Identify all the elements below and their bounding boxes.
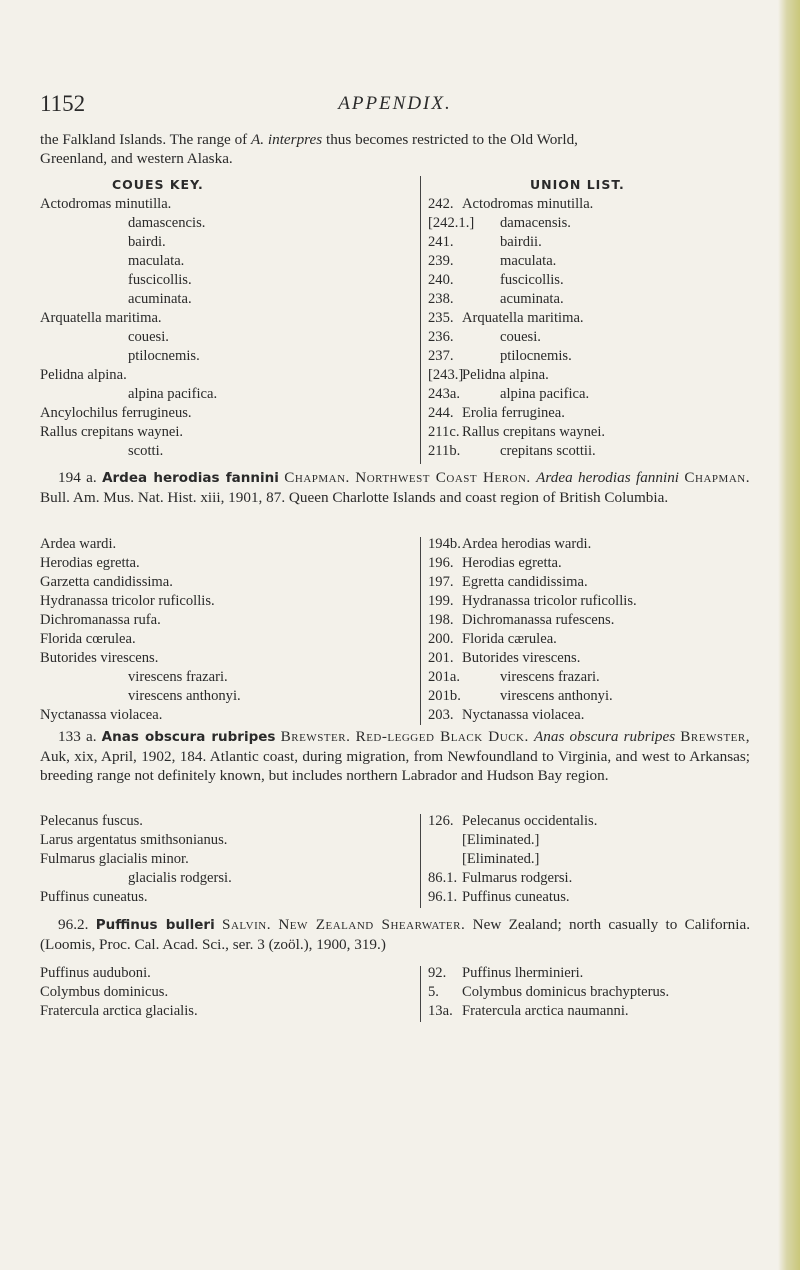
list-item (428, 366, 750, 385)
list-item (40, 347, 410, 366)
list-item (40, 869, 410, 888)
list-item (40, 687, 410, 706)
entry-number: 96.2. (58, 916, 89, 933)
list-name: Butorides virescens. (40, 650, 159, 666)
list-item (428, 328, 750, 347)
list-item (428, 687, 750, 706)
seabirds-table (40, 812, 750, 910)
list-item (40, 592, 410, 611)
entry-common-name: Northwest Coast Heron. (355, 469, 531, 486)
list-item (40, 271, 410, 290)
entry-ardea-herodias-fannini (40, 468, 750, 507)
list-name: couesi. (500, 329, 541, 345)
list-item (428, 592, 750, 611)
list-number: 199. (428, 593, 454, 609)
list-number: 5. (428, 984, 439, 1000)
list-item (40, 233, 410, 252)
union-list-heading: UNION LIST. (530, 177, 625, 192)
intro-text: the Falkland Islands. The range of (40, 131, 252, 148)
entry-name: Puffinus bulleri (95, 917, 215, 933)
list-item (428, 649, 750, 668)
list-number: 126. (428, 813, 454, 829)
list-item (428, 812, 750, 831)
list-item (40, 630, 410, 649)
list-number: 203. (428, 707, 454, 723)
list-name: fuscicollis. (500, 272, 564, 288)
list-item (40, 983, 410, 1002)
list-item (40, 668, 410, 687)
entry-number: 194 a. (58, 469, 97, 486)
list-number: 201. (428, 650, 454, 666)
list-item (40, 252, 410, 271)
list-name: [Eliminated.] (462, 851, 540, 867)
list-item (40, 554, 410, 573)
coues-column (40, 812, 410, 907)
list-name: glacialis rodgersi. (128, 870, 232, 886)
coues-column (40, 535, 410, 725)
list-name: Rallus crepitans waynei. (462, 424, 606, 440)
list-name: scotti. (128, 443, 164, 459)
list-number: 237. (428, 348, 454, 364)
list-item (428, 535, 750, 554)
list-name: acuminata. (500, 291, 564, 307)
list-item (40, 214, 410, 233)
entry-puffinus-bulleri (40, 915, 750, 954)
list-name: Fulmarus glacialis minor. (40, 851, 189, 867)
entry-name: Ardea herodias fannini (102, 470, 279, 486)
list-name: Fratercula arctica glacialis. (40, 1003, 198, 1019)
list-name: bairdi. (128, 234, 166, 250)
list-name: Arquatella maritima. (40, 310, 162, 326)
list-name: ptilocnemis. (128, 348, 200, 364)
list-name: Colymbus dominicus. (40, 984, 169, 1000)
list-name: Dichromanassa rufescens. (462, 612, 615, 628)
list-name: Fulmarus rodgersi. (462, 870, 573, 886)
column-divider (420, 966, 421, 1022)
entry-name: Anas obscura rubripes (101, 729, 276, 745)
list-item (40, 706, 410, 725)
list-name: Dichromanassa rufa. (40, 612, 161, 628)
list-number: 244. (428, 405, 454, 421)
list-item (40, 573, 410, 592)
entry-citation-author: Brewster, (680, 728, 751, 745)
union-column (428, 964, 750, 1021)
list-number: [242.1.] (428, 215, 475, 231)
list-number: 201a. (428, 669, 461, 685)
page-edge-stain (778, 0, 800, 1270)
list-item (428, 983, 750, 1002)
list-name: Nyctanassa violacea. (40, 707, 163, 723)
list-item (428, 385, 750, 404)
entry-anas-obscura-rubripes (40, 727, 750, 785)
list-name: maculata. (128, 253, 185, 269)
list-name: crepitans scottii. (500, 443, 596, 459)
list-name: Pelecanus fuscus. (40, 813, 143, 829)
list-number: 235. (428, 310, 454, 326)
list-item (428, 668, 750, 687)
list-name: Ardea wardi. (40, 536, 117, 552)
column-divider (420, 814, 421, 908)
list-number: 239. (428, 253, 454, 269)
list-name: Florida cœrulea. (40, 631, 136, 647)
list-name: acuminata. (128, 291, 192, 307)
list-number: 211c. (428, 424, 460, 440)
list-item (40, 649, 410, 668)
list-item (40, 385, 410, 404)
list-item (40, 535, 410, 554)
column-divider (420, 176, 421, 464)
list-item (428, 831, 750, 850)
list-number: 211b. (428, 443, 461, 459)
list-item (40, 964, 410, 983)
list-number: 194b. (428, 536, 461, 552)
list-name: Hydranassa tricolor ruficollis. (40, 593, 215, 609)
list-name: Puffinus cuneatus. (40, 889, 148, 905)
list-name: fuscicollis. (128, 272, 192, 288)
list-name: Pelidna alpina. (462, 367, 549, 383)
list-item (40, 850, 410, 869)
list-name: Garzetta candidissima. (40, 574, 173, 590)
list-item (428, 1002, 750, 1021)
list-name: Erolia ferruginea. (462, 405, 565, 421)
puffins-table (40, 964, 750, 1024)
list-number: 92. (428, 965, 447, 981)
entry-author: Salvin. (222, 916, 271, 933)
list-number: 243a. (428, 386, 461, 402)
list-item (40, 1002, 410, 1021)
list-name: bairdii. (500, 234, 542, 250)
list-item (428, 233, 750, 252)
entry-common-name: Red-legged Black Duck. (355, 728, 529, 745)
union-list-column (428, 174, 750, 461)
list-item (428, 869, 750, 888)
entry-italic-name: Ardea herodias fannini (536, 469, 680, 486)
list-name: Pelecanus occidentalis. (462, 813, 598, 829)
list-number: 240. (428, 272, 454, 288)
list-item (428, 442, 750, 461)
list-name: Larus argentatus smithsonianus. (40, 832, 228, 848)
list-item (428, 309, 750, 328)
entry-author: Chapman. (284, 469, 350, 486)
list-name: Butorides virescens. (462, 650, 581, 666)
list-name: Hydranassa tricolor ruficollis. (462, 593, 637, 609)
union-column (428, 535, 750, 725)
list-name: Ancylochilus ferrugineus. (40, 405, 192, 421)
list-item (428, 630, 750, 649)
list-name: Arquatella maritima. (462, 310, 584, 326)
list-item (428, 706, 750, 725)
list-number: 96.1. (428, 889, 458, 905)
list-item (428, 888, 750, 907)
coues-union-table (40, 174, 750, 466)
intro-paragraph (40, 130, 750, 168)
list-item (428, 195, 750, 214)
list-number: 241. (428, 234, 454, 250)
list-name: [Eliminated.] (462, 832, 540, 848)
list-name: alpina pacifica. (128, 386, 218, 402)
list-name: alpina pacifica. (500, 386, 590, 402)
page-header (40, 91, 750, 119)
entry-common-name: New Zealand Shearwater. (278, 916, 466, 933)
running-head: APPENDIX. (338, 93, 452, 114)
list-item (40, 611, 410, 630)
list-number: 196. (428, 555, 454, 571)
coues-key-column (40, 174, 410, 461)
list-name: damacensis. (500, 215, 571, 231)
list-item (40, 423, 410, 442)
list-item (40, 888, 410, 907)
list-item (428, 423, 750, 442)
list-name: Fratercula arctica naumanni. (462, 1003, 629, 1019)
list-item (428, 252, 750, 271)
union-column (428, 812, 750, 907)
entry-italic-name: Anas obscura rubripes (533, 728, 676, 745)
list-item (428, 271, 750, 290)
list-number: 201b. (428, 688, 461, 704)
list-item (40, 812, 410, 831)
list-number: 242. (428, 196, 454, 212)
list-name: Actodromas minutilla. (40, 196, 172, 212)
entry-author: Brewster. (280, 728, 351, 745)
list-name: Rallus crepitans waynei. (40, 424, 184, 440)
list-name: Nyctanassa violacea. (462, 707, 585, 723)
list-item (40, 442, 410, 461)
intro-line2: Greenland, and western Alaska. (40, 150, 233, 167)
list-item (40, 366, 410, 385)
list-item (40, 328, 410, 347)
entry-citation-author: Chapman. (684, 469, 751, 486)
list-item (428, 850, 750, 869)
list-item (40, 404, 410, 423)
list-item (428, 554, 750, 573)
list-number: [243.] (428, 367, 464, 383)
list-name: ptilocnemis. (500, 348, 572, 364)
entry-citation: New Zealand; north casually to California. (Loomis, Proc. Cal. Acad. Sci., ser. 3 (zoöl.), 1900, 319.) (40, 916, 751, 953)
herons-table (40, 535, 750, 727)
list-name: virescens anthonyi. (128, 688, 241, 704)
list-number: 236. (428, 329, 454, 345)
list-name: Puffinus cuneatus. (462, 889, 570, 905)
list-name: Puffinus auduboni. (40, 965, 151, 981)
list-item (428, 290, 750, 309)
list-name: virescens frazari. (500, 669, 600, 685)
list-item (40, 290, 410, 309)
list-name: Pelidna alpina. (40, 367, 127, 383)
intro-text-end: thus becomes restricted to the Old World, (322, 131, 578, 148)
list-number: 198. (428, 612, 454, 628)
list-name: Egretta candidissima. (462, 574, 588, 590)
entry-citation: Bull. Am. Mus. Nat. Hist. xiii, 1901, 87. Queen Charlotte Islands and coast region of British Columbia. (40, 489, 669, 506)
list-name: Colymbus dominicus brachypterus. (462, 984, 670, 1000)
list-item (428, 964, 750, 983)
list-name: Actodromas minutilla. (462, 196, 594, 212)
list-item (40, 195, 410, 214)
list-name: virescens anthonyi. (500, 688, 613, 704)
intro-italic: A. interpres (251, 131, 323, 148)
list-name: Florida cærulea. (462, 631, 557, 647)
list-item (40, 831, 410, 850)
list-number: 238. (428, 291, 454, 307)
list-item (40, 309, 410, 328)
list-number: 86.1. (428, 870, 458, 886)
list-name: Herodias egretta. (462, 555, 562, 571)
list-number: 13a. (428, 1003, 453, 1019)
list-name: couesi. (128, 329, 169, 345)
list-item (428, 404, 750, 423)
column-divider (420, 537, 421, 725)
list-name: Ardea herodias wardi. (462, 536, 592, 552)
list-item (428, 611, 750, 630)
coues-column (40, 964, 410, 1021)
entry-number: 133 a. (58, 728, 97, 745)
coues-key-heading: COUES KEY. (112, 177, 204, 192)
list-item (428, 347, 750, 366)
list-name: maculata. (500, 253, 557, 269)
list-name: virescens frazari. (128, 669, 228, 685)
page-number: 1152 (40, 91, 86, 116)
list-item (428, 573, 750, 592)
list-name: Herodias egretta. (40, 555, 140, 571)
entry-citation: Auk, xix, April, 1902, 184. Atlantic coast, during migration, from Newfoundland to Virginia, and west to Arkansas; breeding range not definitely known, but includes northern Labrador and Hudson Bay region. (40, 748, 750, 784)
list-name: Puffinus lherminieri. (462, 965, 584, 981)
list-number: 197. (428, 574, 454, 590)
list-item (428, 214, 750, 233)
list-number: 200. (428, 631, 454, 647)
list-name: damascencis. (128, 215, 206, 231)
